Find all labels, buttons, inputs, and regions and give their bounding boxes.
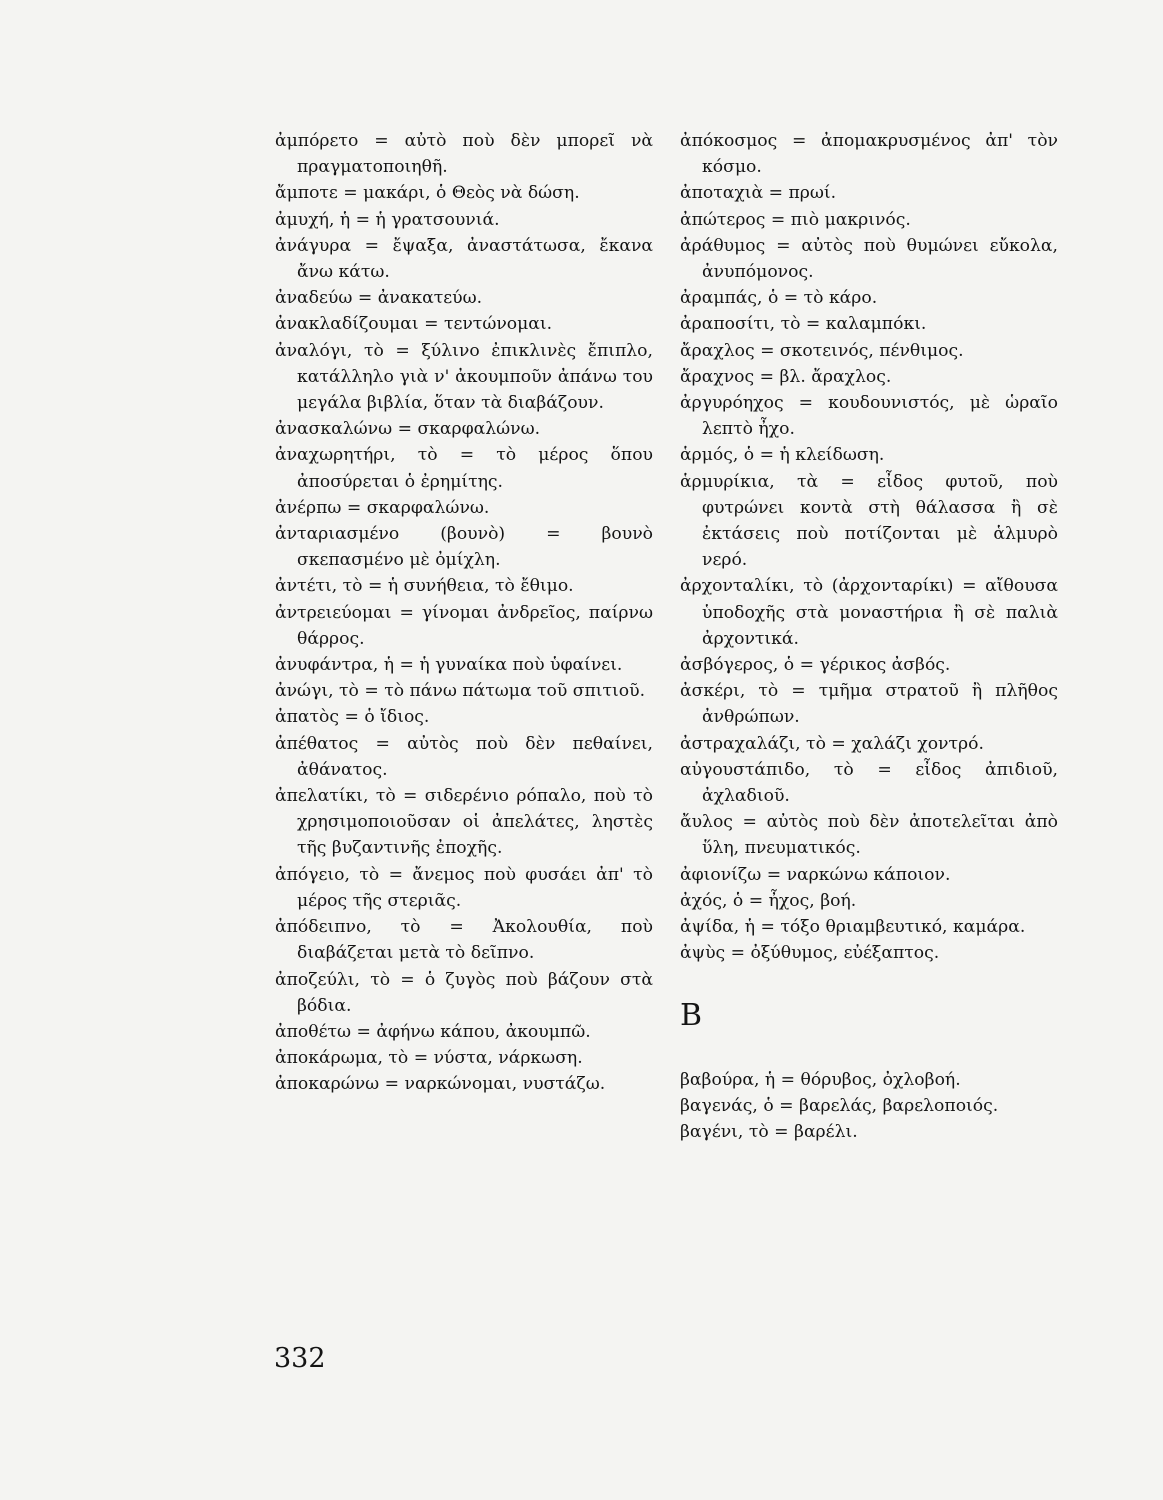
- glossary-entry: ἁρμός, ὁ = ἡ κλείδωση.: [680, 445, 885, 466]
- glossary-entry: ἀστραχαλάζι, τὸ = χαλάζι χοντρό.: [680, 733, 984, 754]
- glossary-entry: ἀψίδα, ἡ = τόξο θριαμβευτικό, καμάρα.: [680, 917, 1026, 938]
- glossary-entry: βαγενάς, ὁ = βαρελάς, βαρελοποιός.: [680, 1095, 999, 1116]
- glossary-entry: ἀσκέρι, τὸ = τμῆμα στρατοῦ ἢ πλῆθος ἀνθρώπων.: [680, 681, 1058, 728]
- section-letter-heading: Β: [680, 997, 704, 1033]
- glossary-entry: ἀνώγι, τὸ = τὸ πάνω πάτωμα τοῦ σπιτιοῦ.: [275, 681, 646, 702]
- glossary-entry: ἀπόγειο, τὸ = ἄνεμος ποὺ φυσάει ἀπ' τὸ μέρος τῆς στεριᾶς.: [275, 864, 653, 911]
- glossary-entry: ἀντρειεύομαι = γίνομαι ἀνδρεῖος, παίρνω θάρρος.: [275, 602, 653, 649]
- glossary-entry: βαβούρα, ἡ = θόρυβος, ὀχλοβοή.: [680, 1069, 961, 1090]
- glossary-entry: ἀπόδειπνο, τὸ = Ἀκολουθία, ποὺ διαβάζεται μετὰ τὸ δεῖπνο.: [275, 917, 653, 964]
- glossary-entry: ἀχός, ὁ = ἦχος, βοή.: [680, 890, 857, 911]
- glossary-entry: ἀπέθατος = αὐτὸς ποὺ δὲν πεθαίνει, ἀθάνατος.: [275, 733, 653, 780]
- glossary-entry: ἀράθυμος = αὐτὸς ποὺ θυμώνει εὔκολα, ἀνυπόμονος.: [680, 235, 1058, 283]
- page-number: 332: [274, 1343, 326, 1374]
- glossary-entry: ἀνάγυρα = ἔψαξα, ἀναστάτωσα, ἔκανα ἄνω κάτω.: [275, 235, 653, 283]
- left-column: [275, 128, 653, 1098]
- glossary-entry: ἀπώτερος = πιὸ μακρινός.: [680, 209, 911, 230]
- glossary-entry: ἀπατὸς = ὁ ἴδιος.: [275, 707, 430, 728]
- glossary-entry: ἀνυφάντρα, ἡ = ἡ γυναίκα ποὺ ὑφαίνει.: [275, 655, 623, 676]
- glossary-entry: ἄμποτε = μακάρι, ὁ Θεὸς νὰ δώση.: [275, 183, 580, 204]
- glossary-entry: ἀμπόρετο = αὐτὸ ποὺ δὲν μπορεῖ νὰ πραγματοποιηθῆ.: [275, 131, 653, 178]
- glossary-entry: ἄραχνος = βλ. ἄραχλος.: [680, 366, 892, 387]
- glossary-entry: ἀνταριασμένο (βουνὸ) = βουνὸ σκεπασμένο μὲ ὀμίχλη.: [275, 524, 653, 571]
- glossary-entry: ἀμυχή, ἡ = ἡ γρατσουνιά.: [275, 209, 500, 230]
- glossary-entry: βαγένι, τὸ = βαρέλι.: [680, 1121, 858, 1142]
- glossary-entry: ἀποκαρώνω = ναρκώνομαι, νυστάζω.: [275, 1074, 606, 1095]
- glossary-entry: ἀραποσίτι, τὸ = καλαμπόκι.: [680, 314, 927, 335]
- glossary-entry: ἀνακλαδίζουμαι = τεντώνομαι.: [275, 314, 553, 335]
- glossary-entry: ἀσβόγερος, ὁ = γέρικος ἀσβός.: [680, 655, 951, 676]
- glossary-entry: ἀραμπάς, ὁ = τὸ κάρο.: [680, 288, 878, 309]
- glossary-entry: ἀντέτι, τὸ = ἡ συνήθεια, τὸ ἔθιμο.: [275, 576, 574, 597]
- glossary-entry: ἄυλος = αὐτὸς ποὺ δὲν ἀποτελεῖται ἀπὸ ὕλη, πνευματικός.: [680, 812, 1058, 859]
- glossary-entry: αὐγουστάπιδο, τὸ = εἶδος ἀπιδιοῦ, ἀχλαδιοῦ.: [680, 759, 1058, 807]
- glossary-entry: ἀφιονίζω = ναρκώνω κάποιον.: [680, 864, 951, 885]
- glossary-entry: ἀποθέτω = ἀφήνω κάπου, ἀκουμπῶ.: [275, 1021, 591, 1042]
- glossary-entry: ἀρχονταλίκι, τὸ (ἀρχονταρίκι) = αἴθουσα ὑποδοχῆς στὰ μοναστήρια ἢ σὲ παλιὰ ἀρχοντικά.: [680, 576, 1058, 649]
- glossary-entry: ἀναλόγι, τὸ = ξύλινο ἐπικλινὲς ἔπιπλο, κατάλληλο γιὰ ν' ἀκουμποῦν ἀπάνω του μεγάλα βιβλία, ὅταν τὰ διαβάζουν.: [275, 340, 653, 414]
- glossary-entry: ἀργυρόηχος = κουδουνιστός, μὲ ὡραῖο λεπτὸ ἦχο.: [680, 393, 1058, 440]
- glossary-entry: ἀπόκοσμος = ἀπομακρυσμένος ἀπ' τὸν κόσμο.: [680, 131, 1058, 178]
- glossary-entry: ἄραχλος = σκοτεινός, πένθιμος.: [680, 340, 964, 361]
- right-column: [680, 128, 1058, 1145]
- glossary-entry: ἀποκάρωμα, τὸ = νύστα, νάρκωση.: [275, 1048, 583, 1069]
- glossary-entry: ἀνασκαλώνω = σκαρφαλώνω.: [275, 419, 541, 440]
- glossary-entry: ἀνέρπω = σκαρφαλώνω.: [275, 497, 490, 518]
- glossary-entry: ἀποταχιὰ = πρωί.: [680, 183, 837, 204]
- glossary-entry: ἁρμυρίκια, τὰ = εἶδος φυτοῦ, ποὺ φυτρώνει κοντὰ στὴ θάλασσα ἢ σὲ ἐκτάσεις ποὺ ποτίζονται μὲ ἁλμυρὸ νερό.: [680, 471, 1058, 571]
- glossary-entry: ἀναχωρητήρι, τὸ = τὸ μέρος ὅπου ἀποσύρεται ὁ ἐρημίτης.: [275, 445, 653, 492]
- glossary-entry: ἀπελατίκι, τὸ = σιδερένιο ρόπαλο, ποὺ τὸ χρησιμοποιοῦσαν οἱ ἀπελάτες, ληστὲς τῆς βυζαντινῆς ἐποχῆς.: [275, 786, 653, 859]
- glossary-entry: ἀψὺς = ὀξύθυμος, εὐέξαπτος.: [680, 943, 940, 964]
- glossary-entry: ἀναδεύω = ἀνακατεύω.: [275, 288, 483, 309]
- glossary-entry: ἀποζεύλι, τὸ = ὁ ζυγὸς ποὺ βάζουν στὰ βόδια.: [275, 969, 653, 1016]
